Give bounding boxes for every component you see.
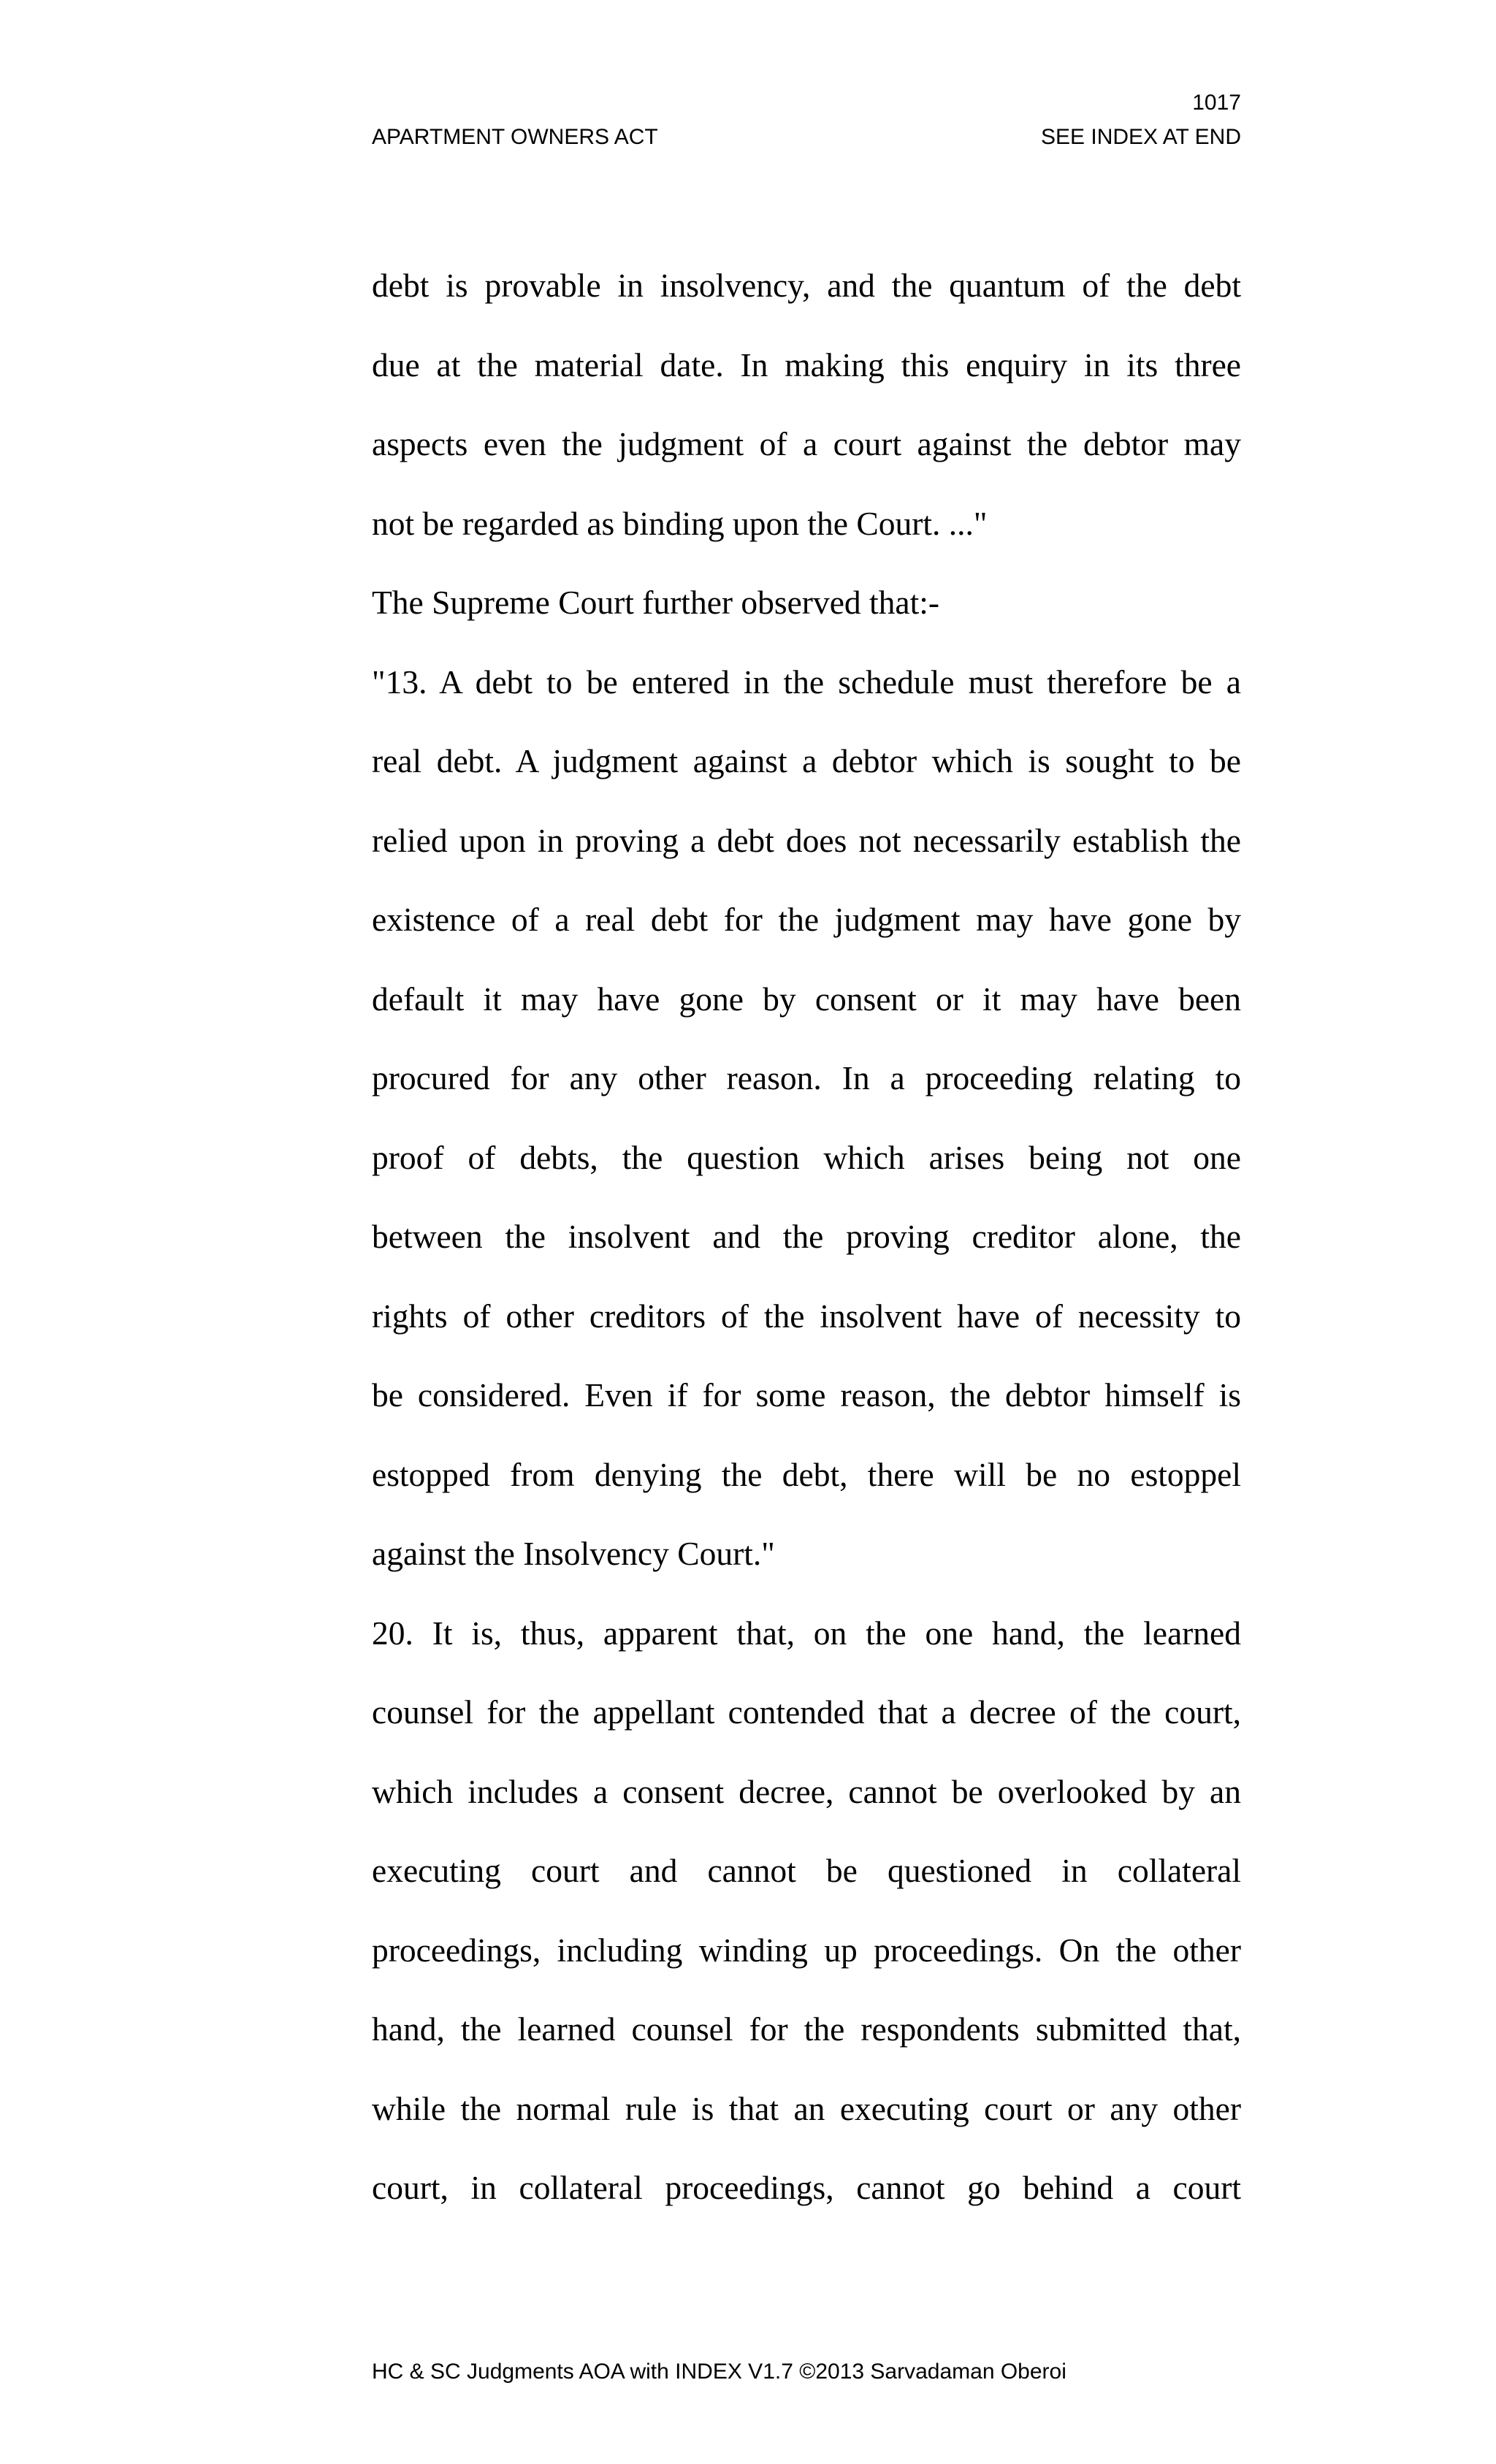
- text-line: proof of debts, the question which arises being not one: [372, 1138, 1241, 1176]
- text-line: rights of other creditors of the insolvent have of necessity to: [372, 1297, 1241, 1335]
- text-line: hand, the learned counsel for the respondents submitted that,: [372, 2010, 1241, 2048]
- page-footer: HC & SC Judgments AOA with INDEX V1.7 ©2013 Sarvadaman Oberoi: [372, 2360, 1066, 2384]
- text-line: The Supreme Court further observed that:-: [372, 584, 940, 621]
- page-number: 1017: [1192, 91, 1241, 115]
- text-line: existence of a real debt for the judgment may have gone by: [372, 901, 1241, 938]
- text-line: debt is provable in insolvency, and the quantum of the debt: [372, 267, 1241, 304]
- running-header-left: APARTMENT OWNERS ACT: [372, 125, 658, 149]
- text-line: not be regarded as binding upon the Court. ...": [372, 504, 988, 542]
- text-line: be considered. Even if for some reason, the debtor himself is: [372, 1376, 1241, 1414]
- text-line: against the Insolvency Court.": [372, 1535, 775, 1572]
- text-line: while the normal rule is that an executing court or any other: [372, 2089, 1241, 2127]
- text-line: aspects even the judgment of a court against the debtor may: [372, 425, 1241, 462]
- text-line: default it may have gone by consent or it may have been: [372, 980, 1241, 1018]
- text-line: real debt. A judgment against a debtor which is sought to be: [372, 742, 1241, 779]
- text-line: estopped from denying the debt, there will be no estoppel: [372, 1455, 1241, 1493]
- text-line: which includes a consent decree, cannot be overlooked by an: [372, 1772, 1241, 1810]
- text-line: 20. It is, thus, apparent that, on the one hand, the learned: [372, 1614, 1241, 1652]
- text-line: between the insolvent and the proving creditor alone, the: [372, 1218, 1241, 1255]
- body-text: [372, 260, 1241, 2242]
- text-line: procured for any other reason. In a proceeding relating to: [372, 1059, 1241, 1096]
- text-line: proceedings, including winding up proceedings. On the other: [372, 1931, 1241, 1969]
- text-line: relied upon in proving a debt does not necessarily establish the: [372, 821, 1241, 859]
- text-line: executing court and cannot be questioned in collateral: [372, 1852, 1241, 1889]
- text-line: "13. A debt to be entered in the schedule must therefore be a: [372, 663, 1241, 701]
- text-line: due at the material date. In making this enquiry in its three: [372, 346, 1241, 384]
- text-line: court, in collateral proceedings, cannot go behind a court: [372, 2169, 1241, 2206]
- running-header-right: SEE INDEX AT END: [1041, 125, 1241, 149]
- text-line: counsel for the appellant contended that a decree of the court,: [372, 1693, 1241, 1731]
